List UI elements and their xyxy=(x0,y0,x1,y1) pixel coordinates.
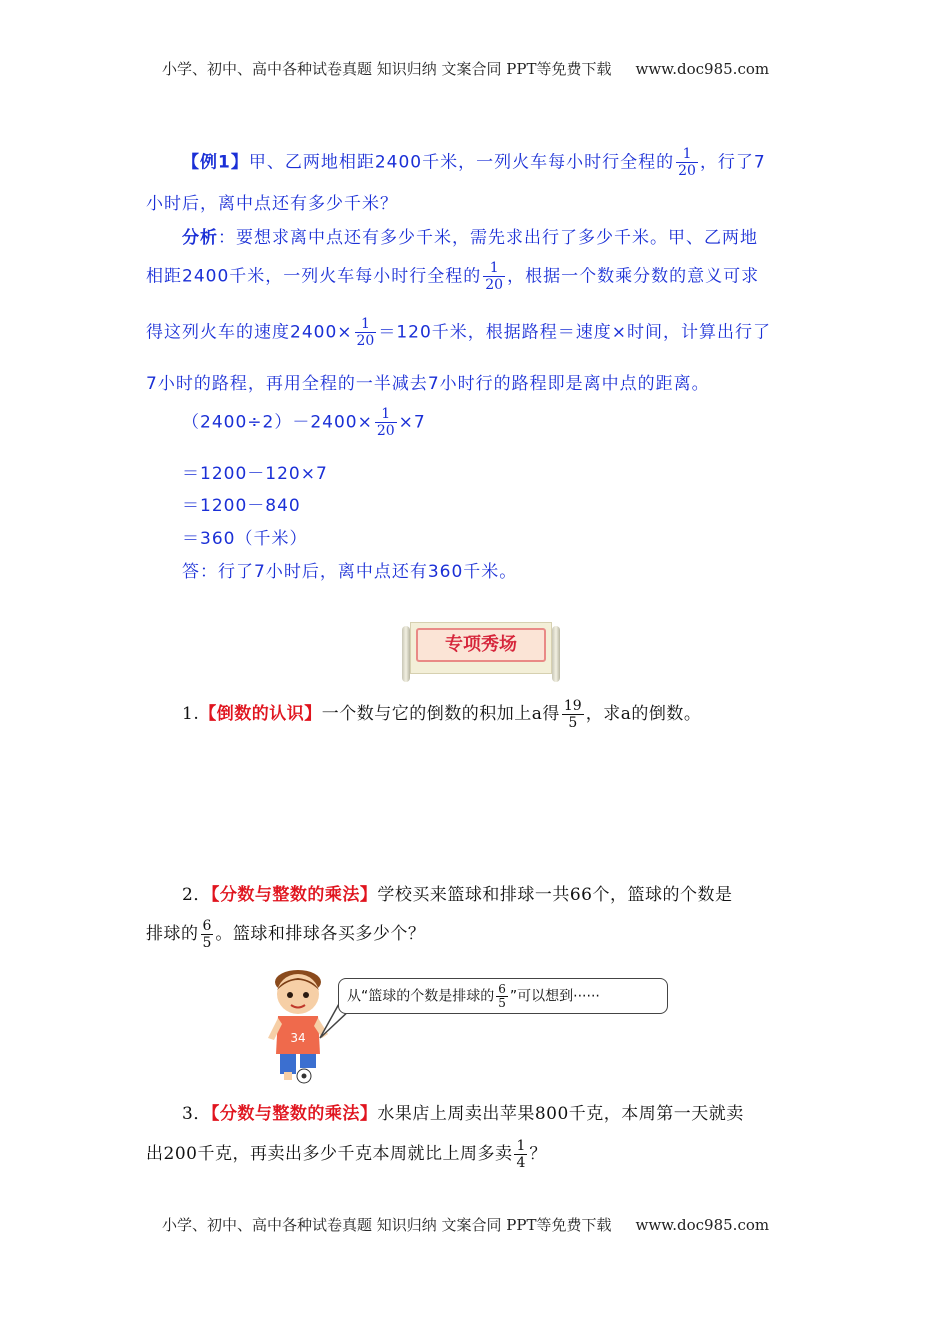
problem-2-line2: 排球的 $\frac{6}{5}$ 。篮球和排球各买多少个？ xyxy=(146,918,426,951)
problem-tag: 【分数与整数的乘法】 xyxy=(210,885,378,905)
page-footer xyxy=(162,1214,769,1235)
example-label: 【例1】 xyxy=(182,152,249,173)
analysis-line2: 相距2400千米，一列火车每小时行全程的 $\frac{1}{20}$ ，根据一个数乘分数的意义可求 xyxy=(146,260,760,293)
fraction: $\frac{1}{20}$ xyxy=(485,260,504,293)
analysis-line1: 分析：要想求离中点还有多少千米，需先求出行了多少千米。甲、乙两地 xyxy=(182,228,758,248)
header-url[interactable]: www.doc985.com xyxy=(635,60,770,78)
fraction: $\frac{1}{20}$ xyxy=(356,316,375,349)
header-text: 小学、初中、高中各种试卷真题 知识归纳 文案合同 PPT等免费下载 xyxy=(162,60,612,78)
problem-1: 1.【倒数的认识】一个数与它的倒数的积加上a得 $\frac{19}{5}$ ，求a的倒数。 xyxy=(182,698,702,731)
fraction: $\frac{6}{5}$ xyxy=(498,982,506,1010)
hint-text: 从“篮球的个数是排球的 $\frac{6}{5}$ ”可以想到······ xyxy=(347,982,600,1010)
fraction: $\frac{19}{5}$ xyxy=(563,698,582,731)
example-question-line2: 小时后，离中点还有多少千米？ xyxy=(146,194,398,214)
footer-url[interactable]: www.doc985.com xyxy=(635,1216,770,1234)
banner-title: 专项秀场 xyxy=(416,628,546,662)
answer-line: 答：行了7小时后，离中点还有360千米。 xyxy=(182,562,518,582)
page-header xyxy=(162,58,769,79)
analysis-line4: 7小时的路程，再用全程的一半减去7小时行的路程即是离中点的距离。 xyxy=(146,374,710,394)
problem-tag: 【分数与整数的乘法】 xyxy=(210,1104,378,1124)
banner-rod-left xyxy=(402,626,410,682)
problem-3-line2: 出200千克，再卖出多少千克本周就比上周多卖 $\frac{1}{4}$ ？ xyxy=(146,1138,547,1171)
fraction: $\frac{1}{4}$ xyxy=(516,1138,526,1171)
calc-line4: ＝360（千米） xyxy=(182,529,308,549)
problem-3-line1: 3．【分数与整数的乘法】水果店上周卖出苹果800千克，本周第一天就卖 xyxy=(182,1104,744,1124)
calc-line3: ＝1200－840 xyxy=(182,496,301,516)
calc-line1: （2400÷2）－2400× $\frac{1}{20}$ ×7 xyxy=(182,406,426,439)
hint-bubble xyxy=(338,978,668,1014)
analysis-label: 分析 xyxy=(182,228,218,248)
problem-number: 1. xyxy=(182,704,200,724)
banner-rod-right xyxy=(552,626,560,682)
problem-number: 3． xyxy=(182,1104,211,1124)
fraction: $\frac{1}{20}$ xyxy=(376,406,395,439)
analysis-line3: 得这列火车的速度2400× $\frac{1}{20}$ ＝120千米，根据路程＝速度×时间，计算出行了 xyxy=(146,316,772,349)
jersey-number: 34 xyxy=(290,1031,306,1045)
footer-text: 小学、初中、高中各种试卷真题 知识归纳 文案合同 PPT等免费下载 xyxy=(162,1216,612,1234)
problem-2-line1: 2．【分数与整数的乘法】学校买来篮球和排球一共66个，篮球的个数是 xyxy=(182,885,733,905)
fraction: $\frac{6}{5}$ xyxy=(202,918,212,951)
example-question-line1: 【例1】甲、乙两地相距2400千米，一列火车每小时行全程的 $\frac{1}{20}$ ，行了7 xyxy=(182,146,766,179)
problem-number: 2． xyxy=(182,885,211,905)
section-banner xyxy=(402,620,560,686)
problem-tag: 【倒数的认识】 xyxy=(199,704,322,724)
calc-line2: ＝1200－120×7 xyxy=(182,464,328,484)
fraction: $\frac{1}{20}$ xyxy=(678,146,696,179)
